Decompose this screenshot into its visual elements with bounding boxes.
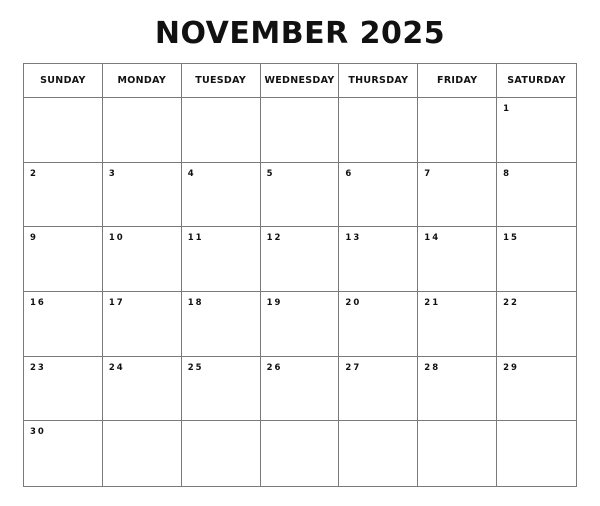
day-cell	[103, 357, 182, 422]
day-number: 12	[266, 233, 283, 244]
day-cell	[24, 227, 103, 292]
day-cell	[418, 98, 497, 163]
day-cell	[418, 357, 497, 422]
day-number: 7	[424, 168, 433, 179]
day-cell	[261, 357, 340, 422]
calendar-grid	[23, 63, 577, 487]
day-number: 5	[266, 168, 275, 179]
day-number: 8	[503, 168, 512, 179]
day-number: 18	[187, 297, 204, 308]
day-cell	[339, 98, 418, 163]
day-number: 6	[345, 168, 354, 179]
day-cell	[261, 292, 340, 357]
day-cell	[339, 421, 418, 486]
day-cell	[339, 292, 418, 357]
day-cell	[339, 163, 418, 228]
day-cell	[497, 98, 576, 163]
day-cell	[182, 227, 261, 292]
day-number: 17	[108, 297, 125, 308]
day-number: 15	[503, 233, 519, 244]
calendar-title: NOVEMBER 2025	[154, 16, 446, 51]
day-cell	[182, 357, 261, 422]
weekday-header-wednesday: WEDNESDAY	[261, 64, 340, 98]
day-number: 21	[424, 297, 441, 308]
day-cell	[24, 163, 103, 228]
day-cell	[339, 357, 418, 422]
day-cell	[497, 292, 576, 357]
day-cell	[182, 421, 261, 486]
weekday-header-monday: MONDAY	[103, 64, 182, 98]
day-cell	[24, 292, 103, 357]
day-cell	[497, 227, 576, 292]
day-number: 9	[30, 233, 38, 244]
day-cell	[261, 163, 340, 228]
weekday-header-friday: FRIDAY	[418, 64, 497, 98]
day-cell	[339, 227, 418, 292]
day-number: 26	[266, 362, 283, 373]
day-cell	[497, 421, 576, 486]
day-number: 30	[30, 427, 46, 438]
weekday-header-thursday: THURSDAY	[339, 64, 418, 98]
day-cell	[182, 98, 261, 163]
day-cell	[24, 357, 103, 422]
day-cell	[103, 163, 182, 228]
day-number: 22	[503, 297, 519, 308]
day-number: 23	[30, 362, 46, 373]
day-cell	[103, 98, 182, 163]
day-cell	[182, 292, 261, 357]
day-number: 16	[30, 297, 46, 308]
day-number: 1	[503, 104, 512, 114]
day-number: 28	[424, 362, 441, 373]
day-cell	[418, 227, 497, 292]
day-cell	[418, 163, 497, 228]
day-number: 4	[187, 168, 196, 179]
weekday-header-sunday: SUNDAY	[24, 64, 103, 98]
day-cell	[182, 163, 261, 228]
day-number: 3	[108, 168, 117, 179]
day-number: 10	[108, 233, 125, 244]
weekday-header-saturday: SATURDAY	[497, 64, 576, 98]
day-number: 29	[503, 362, 519, 373]
day-number: 14	[424, 233, 441, 244]
day-cell	[497, 357, 576, 422]
day-cell	[103, 421, 182, 486]
day-number: 20	[345, 297, 362, 308]
day-number: 13	[345, 233, 362, 244]
day-number: 19	[266, 297, 283, 308]
day-cell	[418, 292, 497, 357]
day-cell	[261, 421, 340, 486]
day-cell	[261, 98, 340, 163]
weekday-header-tuesday: TUESDAY	[182, 64, 261, 98]
day-cell	[261, 227, 340, 292]
day-number: 2	[30, 168, 38, 179]
day-cell	[103, 292, 182, 357]
day-number: 24	[108, 362, 125, 373]
day-cell	[24, 421, 103, 486]
day-cell	[418, 421, 497, 486]
day-cell	[103, 227, 182, 292]
day-cell	[497, 163, 576, 228]
day-number: 11	[187, 233, 204, 244]
day-number: 25	[187, 362, 204, 373]
day-cell	[24, 98, 103, 163]
day-number: 27	[345, 362, 362, 373]
